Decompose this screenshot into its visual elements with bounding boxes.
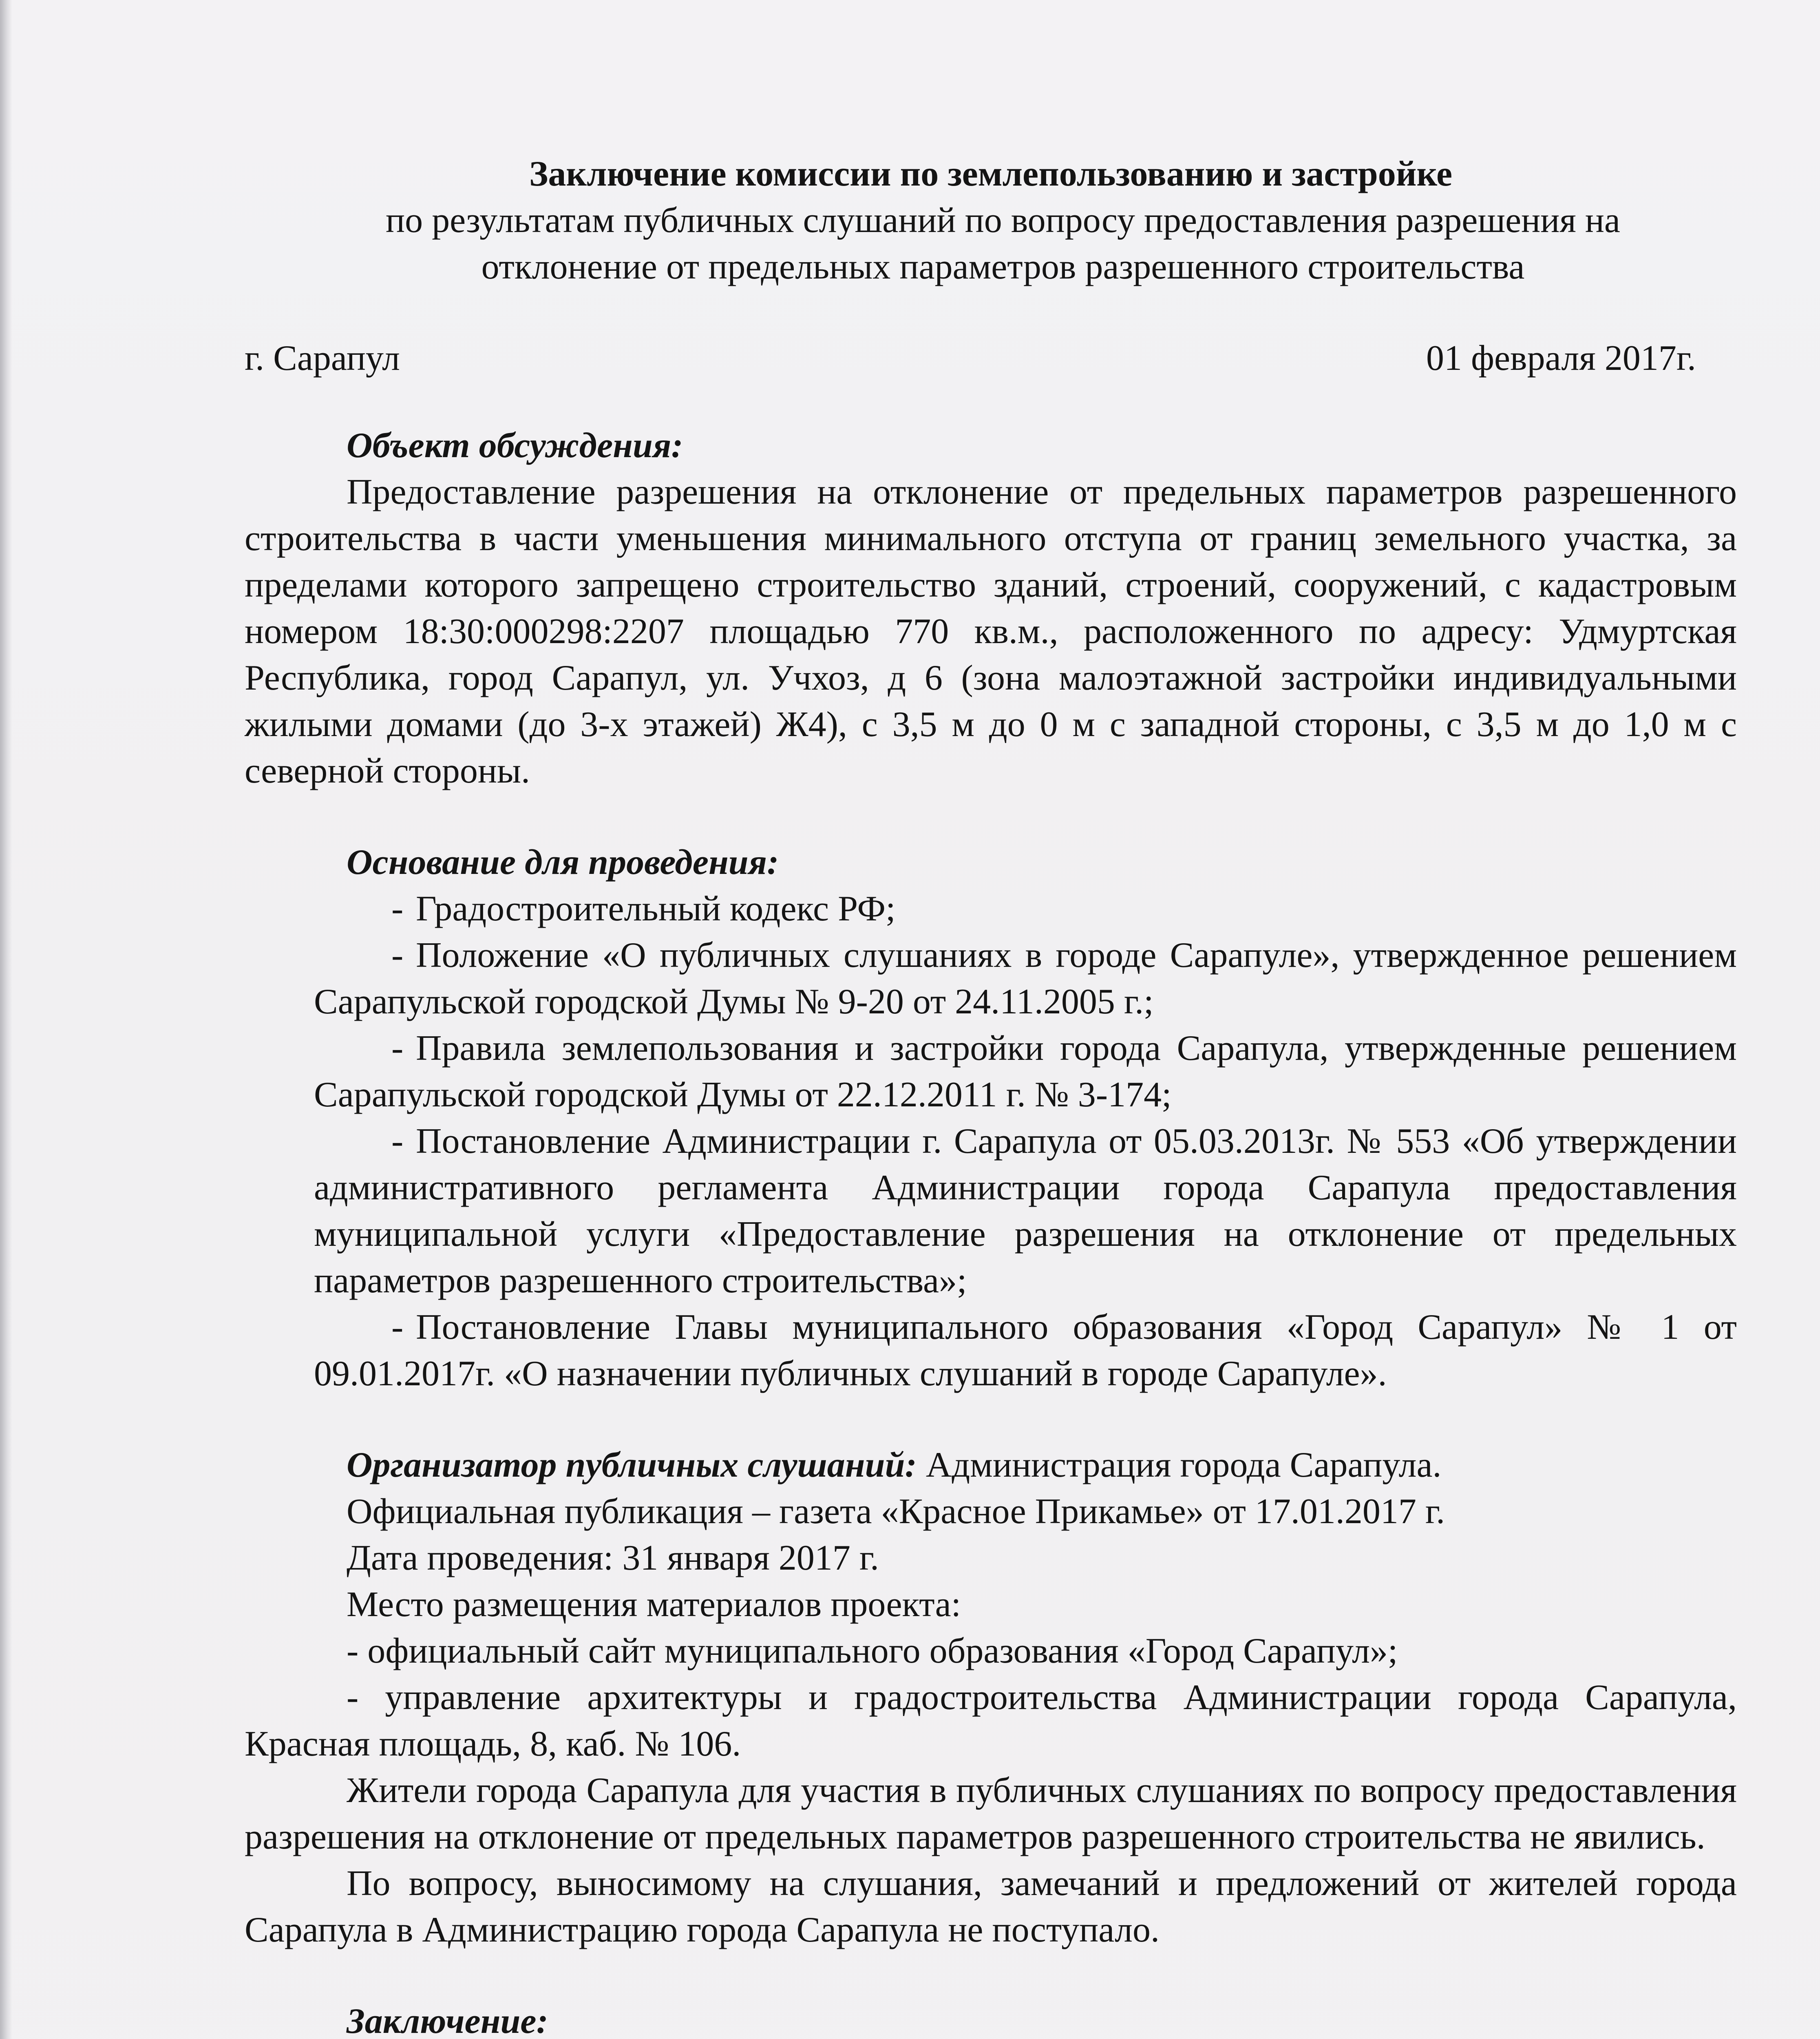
hearing-date-line: Дата проведения: 31 января 2017 г.	[347, 1538, 879, 1578]
materials-office: - управление архитектуры и градостроительства Администрации города Сарапула, Красная площадь, 8, каб. № 106.	[245, 1678, 1737, 1764]
document-subtitle: по результатам публичных слушаний по вопросу предоставления разрешения на отклонение от предельных параметров разрешенного строительства	[385, 201, 1620, 287]
organizer-block	[245, 1442, 1737, 1953]
organizer-heading: Организатор публичных слушаний:	[347, 1445, 917, 1485]
conclusion-heading: Заключение:	[347, 2001, 548, 2039]
materials-site: - официальный сайт муниципального образования «Город Сарапул»;	[347, 1631, 1398, 1671]
document-body	[245, 151, 1737, 2039]
materials-heading: Место размещения материалов проекта:	[347, 1585, 961, 1624]
basis-item: - Градостроительный кодекс РФ;	[314, 886, 1737, 932]
basis-list	[245, 886, 1737, 1397]
dateline	[245, 335, 1737, 382]
publication-line: Официальная публикация – газета «Красное Прикамье» от 17.01.2017 г.	[347, 1492, 1445, 1531]
dash-icon: -	[391, 935, 404, 975]
object-text: Предоставление разрешения на отклонение от предельных параметров разрешенного строительства в части уменьшения минимального отступа от границ земельного участка, за пределами которого запрещено строительство зданий, строений, сооружений, с кадастровым номером 18:30:000298:2207 площадью 770 кв.м., расположенного по адресу: Удмуртская Республика, город Сарапул, ул. Учхоз, д 6 (зона малоэтажной застройки индивидуальными жилыми домами (до 3-х этажей) Ж4), с 3,5 м до 0 м с западной стороны, с 3,5 м до 1,0 м с северной стороны.	[245, 472, 1737, 791]
scan-edge	[0, 0, 12, 2039]
dash-icon: -	[391, 889, 404, 929]
dash-icon: -	[391, 1307, 404, 1347]
basis-item: - Постановление Администрации г. Сарапула от 05.03.2013г. № 553 «Об утверждении административного регламента Администрации города Сарапула предоставления муниципальной услуги «Предоставление разрешения на отклонение от предельных параметров разрешенного строительства»;	[314, 1118, 1737, 1304]
object-heading: Объект обсуждения:	[347, 426, 683, 465]
organizer-value: Администрация города Сарапула.	[925, 1445, 1442, 1485]
basis-heading: Основание для проведения:	[347, 843, 779, 882]
document-title: Заключение комиссии по землепользованию и застройке	[529, 154, 1453, 194]
no-remarks-text: По вопросу, выносимому на слушания, замечаний и предложений от жителей города Сарапула в Администрацию города Сарапула не поступало.	[245, 1864, 1737, 1950]
basis-item: - Правила землепользования и застройки города Сарапула, утвержденные решением Сарапульской городской Думы от 22.12.2011 г. № 3-174;	[314, 1025, 1737, 1118]
basis-item: - Постановление Главы муниципального образования «Город Сарапул» № 1 от 09.01.2017г. «О назначении публичных слушаний в городе Сарапуле».	[314, 1304, 1737, 1397]
residents-text: Жители города Сарапула для участия в публичных слушаниях по вопросу предоставления разрешения на отклонение от предельных параметров разрешенного строительства не явились.	[245, 1771, 1737, 1857]
city: г. Сарапул	[245, 338, 400, 378]
basis-item: - Положение «О публичных слушаниях в городе Сарапуле», утвержденное решением Сарапульской городской Думы № 9-20 от 24.11.2005 г.;	[314, 932, 1737, 1025]
document-date: 01 февраля 2017г.	[1426, 338, 1696, 378]
dash-icon: -	[391, 1121, 404, 1161]
dash-icon: -	[391, 1028, 404, 1068]
